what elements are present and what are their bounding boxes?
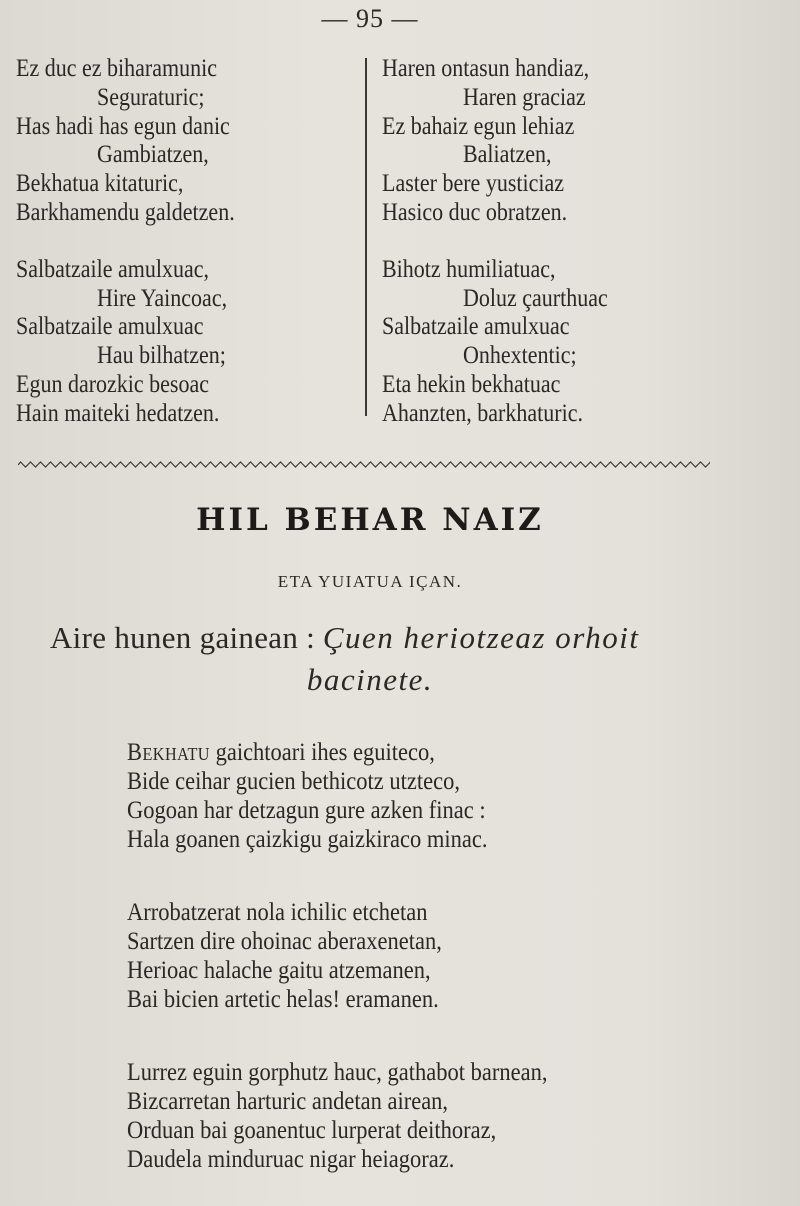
verse-line: Ez bahaiz egun lehiaz	[382, 112, 575, 140]
right-stanza-2	[382, 256, 608, 429]
verse-line: Eta hekin bekhatuac	[382, 370, 561, 398]
verse-line: Salbatzaile amulxuac	[382, 313, 570, 341]
verse-line: Hasico duc obratzen.	[382, 198, 568, 226]
verse-line: Ez duc ez biharamunic	[16, 55, 217, 82]
verse-line	[127, 738, 547, 767]
verse-line: Bai bicien artetic helas! eramanen.	[127, 986, 439, 1013]
verse-line: Herioac halache gaitu atzemanen,	[127, 957, 431, 984]
verse-line: Ahanzten, barkhaturic.	[382, 399, 583, 427]
verse-line: Hala goanen çaizkigu gaizkiraco minac.	[127, 826, 488, 853]
verse-line: Baliatzen,	[462, 141, 552, 169]
verse-line: Hain maiteki hedatzen.	[16, 399, 220, 427]
verse-line: Doluz çaurthuac	[462, 284, 608, 312]
poem-stanza-3	[127, 1058, 547, 1174]
verse-line: Gambiatzen,	[96, 141, 209, 169]
first-word: Bekhatu	[127, 739, 210, 766]
tune-line	[50, 618, 639, 658]
verse-line: Bide ceihar gucien bethicotz utzteco,	[127, 768, 460, 795]
left-stanza-1	[16, 55, 235, 228]
tune-name: Çuen heriotzeaz orhoit	[322, 620, 640, 655]
verse-line: Bizcarretan harturic andetan airean,	[127, 1088, 449, 1115]
verse-line: Haren graciaz	[462, 83, 586, 111]
left-column	[16, 55, 235, 457]
tune-name-continued: bacinete.	[306, 662, 434, 697]
poem-title: HIL BEHAR NAIZ	[196, 502, 544, 538]
verse-line: Onhextentic;	[462, 342, 577, 370]
verse-line: Barkhamendu galdetzen.	[16, 198, 235, 226]
verse-line: Bihotz humiliatuac,	[382, 255, 556, 283]
verse-line: Hau bilhatzen;	[96, 342, 226, 370]
first-line-rest: gaichtoari ihes eguiteco,	[209, 739, 435, 766]
verse-line: Daudela minduruac nigar heiagoraz.	[127, 1146, 455, 1173]
verse-line: Arrobatzerat nola ichilic etchetan	[127, 899, 428, 926]
verse-line: Hire Yaincoac,	[96, 284, 228, 312]
verse-line: Bekhatua kitaturic,	[16, 170, 184, 198]
verse-line: Egun darozkic besoac	[16, 370, 210, 398]
right-column	[382, 55, 608, 457]
verse-line: Laster bere yusticiaz	[382, 170, 565, 198]
page-number: — 95 —	[321, 4, 419, 33]
verse-line: Salbatzaile amulxuac,	[16, 255, 210, 283]
right-stanza-1	[382, 55, 608, 228]
column-divider	[365, 58, 367, 416]
verse-line: Sartzen dire ohoinac aberaxenetan,	[127, 928, 442, 955]
verse-line: Salbatzaile amulxuac	[16, 313, 204, 341]
poem-body	[127, 738, 547, 1206]
verse-line: Orduan bai goanentuc lurperat deithoraz,	[127, 1117, 497, 1144]
tune-prefix: Aire hunen gainean :	[50, 620, 316, 655]
poem-stanza-2	[127, 898, 547, 1014]
poem-stanza-1	[127, 738, 547, 854]
verse-line: Lurrez eguin gorphutz hauc, gathabot barnean,	[127, 1059, 548, 1086]
verse-line: Seguraturic;	[96, 83, 205, 111]
wavy-ornament-divider	[18, 458, 710, 470]
left-stanza-2	[16, 256, 235, 429]
poem-subtitle: ETA YUIATUA IÇAN.	[277, 572, 463, 591]
verse-line: Haren ontasun handiaz,	[382, 55, 590, 82]
verse-line: Gogoan har detzagun gure azken finac :	[127, 797, 486, 824]
verse-line: Has hadi has egun danic	[16, 112, 230, 140]
